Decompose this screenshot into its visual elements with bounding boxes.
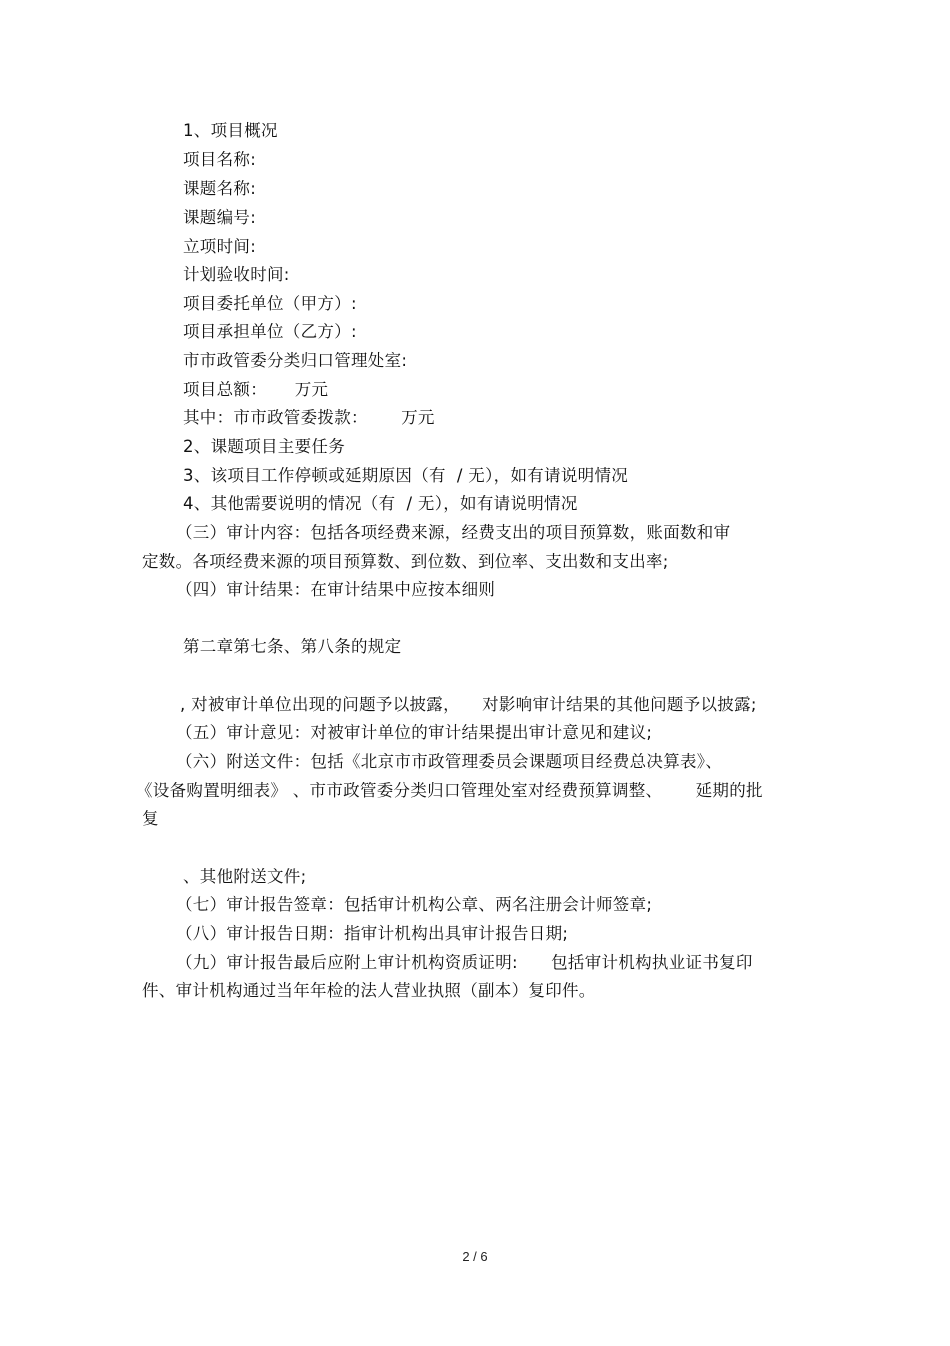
text-line: （五）审计意见：对被审计单位的审计结果提出审计意见和建议;: [176, 723, 653, 742]
text-line: 计划验收时间:: [183, 265, 290, 284]
text-line: （三）审计内容：包括各项经费来源，经费支出的项目预算数，账面数和审: [176, 523, 731, 542]
text-line: 课题名称:: [183, 179, 257, 198]
text-line: 2、课题项目主要任务: [183, 437, 345, 456]
text-line: 项目委托单位（甲方）:: [183, 294, 357, 313]
text-line: 市市政管委分类归口管理处室:: [183, 351, 408, 370]
text-line: 第二章第七条、第八条的规定: [183, 637, 402, 656]
page-number: 2 / 6: [462, 1249, 488, 1264]
text-line: 件、审计机构通过当年年检的法人营业执照（副本）复印件。: [142, 981, 596, 1000]
text-line: 4、其他需要说明的情况（有 / 无），如有请说明情况: [183, 494, 578, 513]
text-line: 项目承担单位（乙方）:: [183, 322, 357, 341]
text-line: , 对被审计单位出现的问题予以披露， 对影响审计结果的其他问题予以披露;: [180, 695, 757, 714]
text-line: 项目名称:: [183, 150, 257, 169]
text-line: 定数。各项经费来源的项目预算数、到位数、到位率、支出数和支出率;: [142, 552, 669, 571]
text-line: 3、该项目工作停顿或延期原因（有 / 无），如有请说明情况: [183, 466, 629, 485]
text-line: 复: [142, 809, 159, 828]
text-line: 其中：市市政管委拨款： 万元: [183, 408, 435, 427]
text-line: 、其他附送文件;: [183, 867, 307, 886]
text-line: 立项时间:: [183, 237, 257, 256]
text-line: （七）审计报告签章：包括审计机构公章、两名注册会计师签章;: [176, 895, 653, 914]
text-line: （九）审计报告最后应附上审计机构资质证明: 包括审计机构执业证书复印: [176, 953, 753, 972]
text-line: 课题编号:: [183, 208, 257, 227]
text-line: 项目总额： 万元: [183, 380, 329, 399]
text-line: 1、项目概况: [183, 121, 278, 140]
text-line: （六）附送文件：包括《北京市市政管理委员会课题项目经费总决算表》、: [176, 752, 723, 771]
text-line: 《设备购置明细表》 、市市政管委分类归口管理处室对经费预算调整、 延期的批: [136, 781, 763, 800]
text-line: （四）审计结果：在审计结果中应按本细则: [176, 580, 496, 599]
text-line: （八）审计报告日期：指审计机构出具审计报告日期;: [176, 924, 569, 943]
